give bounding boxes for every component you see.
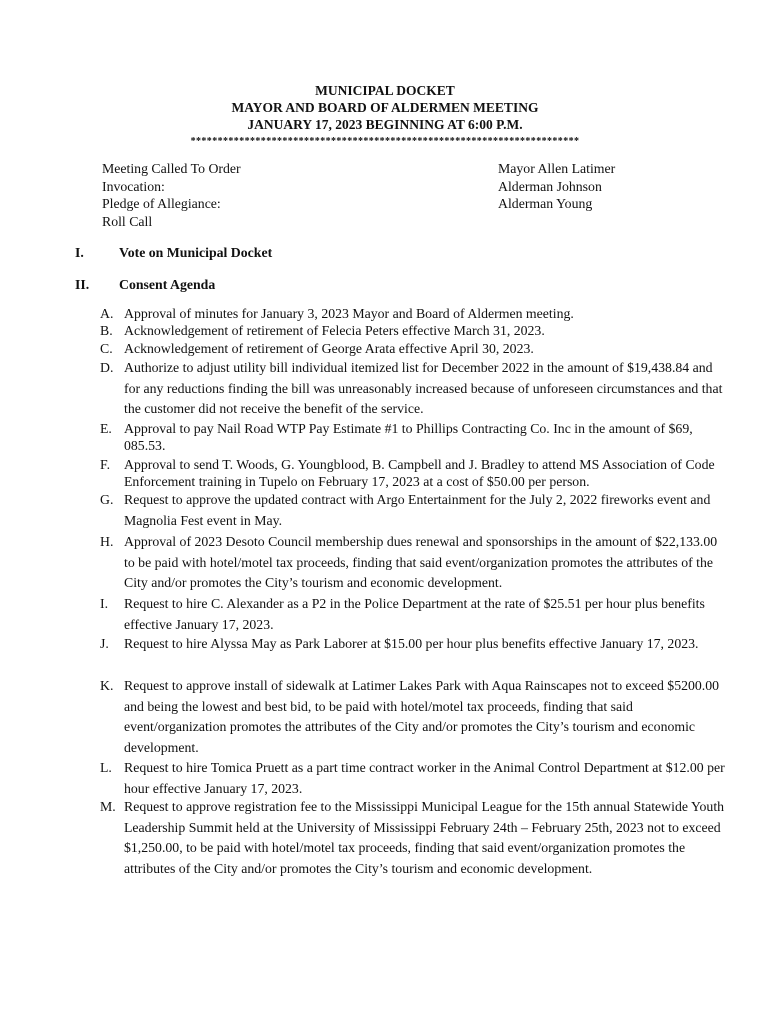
item-text: Request to hire Alyssa May as Park Laborer at $15.00 per hour plus benefits effective January 17, 2023. xyxy=(124,636,699,651)
item-text: Approval of minutes for January 3, 2023 Mayor and Board of Aldermen meeting. xyxy=(124,306,574,321)
consent-item xyxy=(100,306,728,323)
section-title: Vote on Municipal Docket xyxy=(119,245,273,260)
section-heading xyxy=(75,244,272,261)
item-text: Authorize to adjust utility bill individual itemized list for December 2022 in the amount of $19,438.84 and for any reductions finding the bill was unreasonably increased because of unforeseen circumstances and that the customer did not receive the benefit of the service. xyxy=(124,360,723,416)
item-text: Acknowledgement of retirement of George Arata effective April 30, 2023. xyxy=(124,341,534,356)
section-number: II. xyxy=(75,277,90,292)
item-letter: C. xyxy=(100,341,113,356)
item-letter: I. xyxy=(100,596,109,611)
consent-item xyxy=(100,341,728,358)
item-text: Approval to pay Nail Road WTP Pay Estimate #1 to Phillips Contracting Co. Inc in the amount of $69, 085.53. xyxy=(124,421,693,453)
opening-procedures xyxy=(102,160,241,230)
consent-item xyxy=(100,358,728,420)
meeting-date-time: JANUARY 17, 2023 BEGINNING AT 6:00 P.M. xyxy=(247,117,523,132)
separator-stars: ************************************************************************ xyxy=(190,136,580,147)
consent-item xyxy=(100,490,728,531)
item-letter: F. xyxy=(100,457,111,472)
item-letter: D. xyxy=(100,360,114,375)
item-letter: J. xyxy=(100,636,109,651)
section-number: I. xyxy=(75,245,84,260)
item-text: Request to approve install of sidewalk at Latimer Lakes Park with Aqua Rainscapes not to exceed $5200.00 and being the lowest and best bid, to be paid with hotel/motel tax proceeds, finding that said event/organization promotes the attributes of the City and/or promotes the City’s tourism and economic development. xyxy=(124,678,720,755)
item-letter: L. xyxy=(100,760,112,775)
consent-item xyxy=(100,758,728,799)
opening-item: Pledge of Allegiance: xyxy=(102,196,221,211)
item-text: Request to hire Tomica Pruett as a part time contract worker in the Animal Control Department at $12.00 per hour effective January 17, 2023. xyxy=(124,760,725,796)
consent-item xyxy=(100,676,728,758)
consent-item xyxy=(100,421,728,454)
meeting-title: MAYOR AND BOARD OF ALDERMEN MEETING xyxy=(231,100,539,115)
docket-title: MUNICIPAL DOCKET xyxy=(315,83,455,98)
consent-item xyxy=(100,594,728,635)
item-text: Request to hire C. Alexander as a P2 in the Police Department at the rate of $25.51 per hour plus benefits effective January 17, 2023. xyxy=(124,596,705,632)
consent-item xyxy=(100,323,728,340)
section-heading xyxy=(75,276,215,293)
item-text: Approval of 2023 Desoto Council membership dues renewal and sponsorships in the amount of $22,133.00 to be paid with hotel/motel tax proceeds, finding that said event/organization promotes the attributes of the City and/or promotes the City’s tourism and economic development. xyxy=(124,534,718,590)
item-text: Request to approve registration fee to the Mississippi Municipal League for the 15th annual Statewide Youth Leadership Summit held at the University of Mississippi February 24th – February 25th, 2023 not to exceed $1,250.00, to be paid with hotel/motel tax proceeds, finding that said event/organization promotes the attributes of the City and/or promotes the City’s tourism and economic development. xyxy=(124,799,725,876)
opening-item: Invocation: xyxy=(102,178,165,194)
item-text: Acknowledgement of retirement of Felecia Peters effective March 31, 2023. xyxy=(124,323,545,338)
official-name: Alderman Johnson xyxy=(498,178,602,194)
consent-item xyxy=(100,532,728,594)
item-letter: K. xyxy=(100,678,114,693)
item-letter: B. xyxy=(100,323,113,338)
consent-item xyxy=(100,634,728,655)
section-title: Consent Agenda xyxy=(119,277,216,292)
item-letter: E. xyxy=(100,421,112,436)
official-name: Mayor Allen Latimer xyxy=(498,161,616,176)
item-letter: A. xyxy=(100,306,114,321)
consent-item xyxy=(100,797,728,879)
opening-item: Meeting Called To Order xyxy=(102,161,241,176)
item-letter: M. xyxy=(100,799,116,814)
opening-officials xyxy=(498,160,615,213)
consent-item xyxy=(100,457,728,490)
opening-item: Roll Call xyxy=(102,213,153,229)
item-letter: H. xyxy=(100,534,114,549)
item-text: Approval to send T. Woods, G. Youngblood, B. Campbell and J. Bradley to attend MS Association of Code Enforcement training in Tupelo on February 17, 2023 at a cost of $50.00 per person. xyxy=(124,457,715,489)
official-name: Alderman Young xyxy=(498,196,593,211)
item-text: Request to approve the updated contract with Argo Entertainment for the July 2, 2022 fireworks event and Magnolia Fest event in May. xyxy=(124,492,711,528)
item-letter: G. xyxy=(100,492,114,507)
